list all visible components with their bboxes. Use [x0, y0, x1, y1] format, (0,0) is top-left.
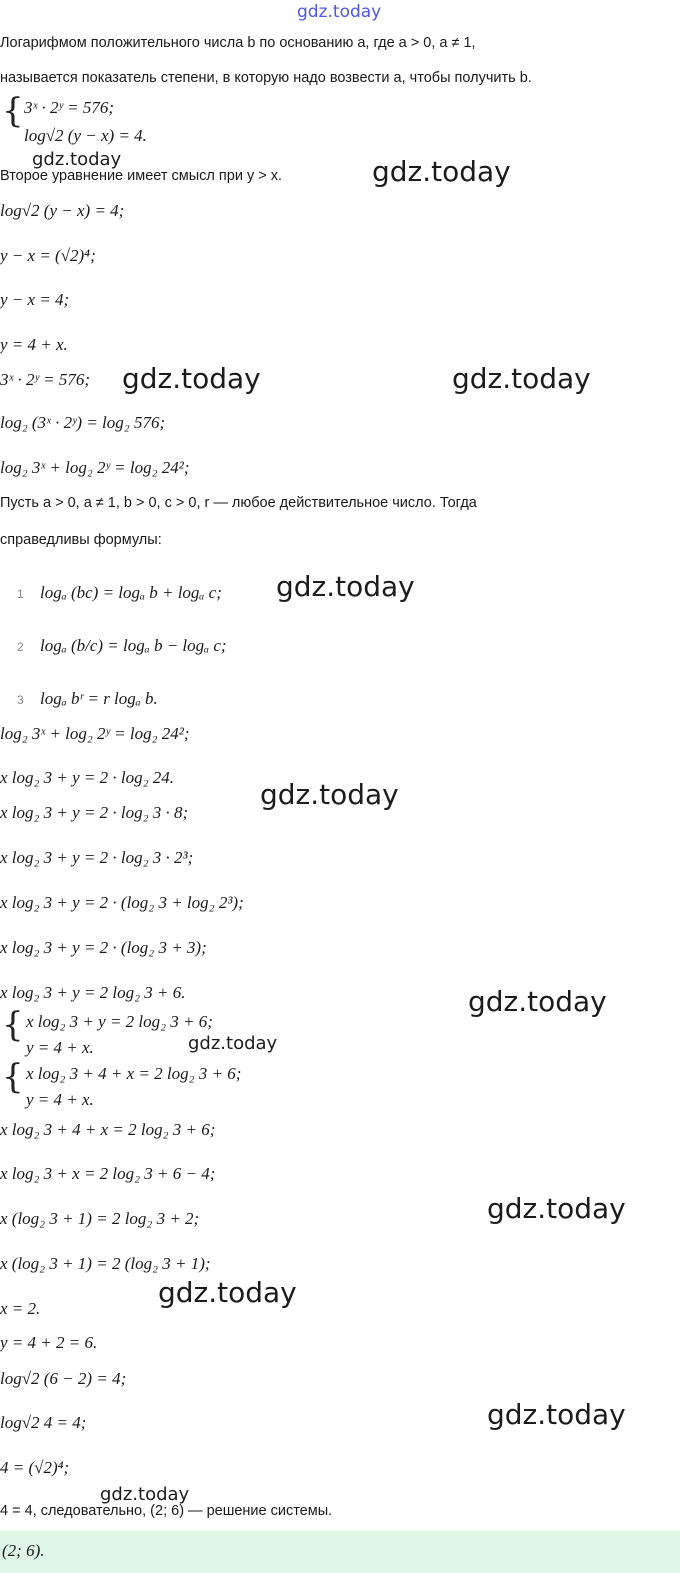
watermark: gdz.today	[188, 1033, 278, 1054]
step: x log₂ 3 + y = 2 log₂ 3 + 6.	[0, 983, 186, 1002]
step: log√2 (6 − 2) = 4;	[0, 1369, 127, 1388]
system3-eq1: x log₂ 3 + 4 + x = 2 log₂ 3 + 6;	[26, 1064, 242, 1083]
watermark: gdz.today	[122, 362, 261, 395]
watermark: gdz.today	[158, 1276, 297, 1309]
watermark: gdz.today	[452, 362, 591, 395]
step: y = 4 + x.	[0, 335, 68, 354]
formula-number: 3	[17, 693, 24, 707]
step: x (log₂ 3 + 1) = 2 log₂ 3 + 2;	[0, 1209, 200, 1228]
watermark: gdz.today	[372, 155, 511, 188]
system1-eq1: 3ˣ · 2ʸ = 576;	[24, 98, 115, 117]
step: x log₂ 3 + y = 2 · log₂ 3 · 8;	[0, 803, 189, 822]
system1-eq2: log√2 (y − x) = 4.	[24, 126, 147, 145]
step: x log₂ 3 + x = 2 log₂ 3 + 6 − 4;	[0, 1164, 216, 1183]
domain-text: Второе уравнение имеет смысл при y > x.	[0, 168, 283, 184]
system2-eq1: x log₂ 3 + y = 2 log₂ 3 + 6;	[26, 1012, 213, 1031]
rule-text-2: справедливы формулы:	[0, 532, 162, 548]
answer: (2; 6).	[2, 1541, 45, 1560]
step: y = 4 + 2 = 6.	[0, 1333, 98, 1352]
step: y − x = 4;	[0, 290, 70, 309]
watermark: gdz.today	[487, 1398, 626, 1431]
step: x log₂ 3 + y = 2 · (log₂ 3 + 3);	[0, 938, 207, 957]
step: 4 = (√2)⁴;	[0, 1458, 70, 1477]
conclusion-text: 4 = 4, следовательно, (2; 6) — решение системы.	[0, 1503, 333, 1519]
system-brace-3: {	[2, 1057, 24, 1097]
watermark: gdz.today	[468, 985, 607, 1018]
intro-line-2: называется показатель степени, в которую надо возвести a, чтобы получить b.	[0, 70, 532, 86]
formula: logₐ bʳ = r logₐ b.	[40, 689, 158, 708]
rule-text-1: Пусть a > 0, a ≠ 1, b > 0, c > 0, r — любое действительное число. Тогда	[0, 495, 477, 511]
step: x log₂ 3 + y = 2 · log₂ 24.	[0, 768, 175, 787]
system2-eq2: y = 4 + x.	[26, 1038, 94, 1057]
formula-number: 2	[17, 640, 24, 654]
step: x log₂ 3 + y = 2 · (log₂ 3 + log₂ 2³);	[0, 893, 244, 912]
formula: logₐ (bc) = logₐ b + logₐ c;	[40, 583, 222, 602]
watermark: gdz.today	[276, 570, 415, 603]
system3-eq2: y = 4 + x.	[26, 1090, 94, 1109]
intro-line-1: Логарифмом положительного числа b по основанию a, где a > 0, a ≠ 1,	[0, 35, 476, 51]
step: log₂ 3ˣ + log₂ 2ʸ = log₂ 24²;	[0, 724, 190, 743]
step: log√2 4 = 4;	[0, 1413, 87, 1432]
step: x (log₂ 3 + 1) = 2 (log₂ 3 + 1);	[0, 1254, 211, 1273]
watermark-top: gdz.today	[297, 2, 382, 22]
system-brace-1: {	[2, 91, 24, 131]
step: x log₂ 3 + 4 + x = 2 log₂ 3 + 6;	[0, 1120, 216, 1139]
watermark: gdz.today	[32, 149, 122, 170]
watermark: gdz.today	[260, 778, 399, 811]
step: x = 2.	[0, 1299, 41, 1318]
formula: logₐ (b/c) = logₐ b − logₐ c;	[40, 636, 227, 655]
formula-number: 1	[17, 587, 24, 601]
step: log₂ 3ˣ + log₂ 2ʸ = log₂ 24²;	[0, 458, 190, 477]
step: y − x = (√2)⁴;	[0, 246, 96, 265]
step: 3ˣ · 2ʸ = 576;	[0, 370, 91, 389]
step: x log₂ 3 + y = 2 · log₂ 3 · 2³;	[0, 848, 194, 867]
watermark: gdz.today	[487, 1192, 626, 1225]
system-brace-2: {	[2, 1005, 24, 1045]
watermark: gdz.today	[100, 1484, 190, 1505]
step: log√2 (y − x) = 4;	[0, 201, 125, 220]
step: log₂ (3ˣ · 2ʸ) = log₂ 576;	[0, 413, 166, 432]
answer-bar	[0, 1531, 680, 1573]
